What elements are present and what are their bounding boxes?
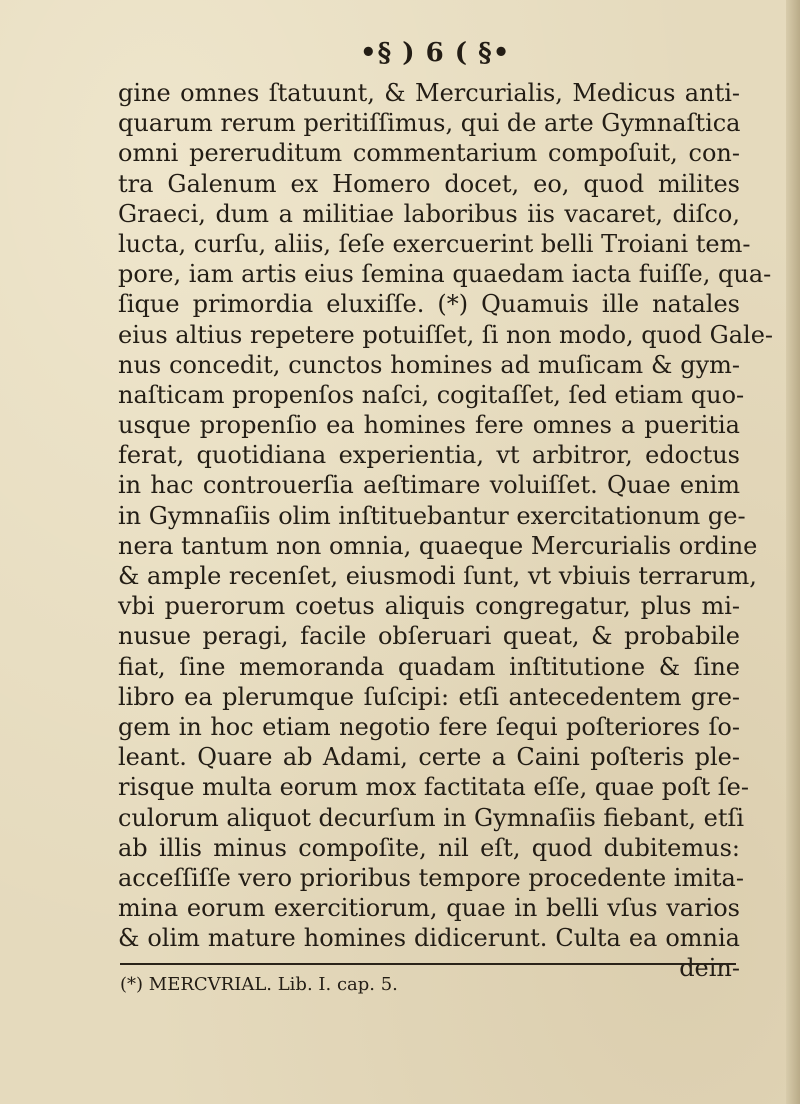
text-line: libro ea plerumque ſuſcipi: etſi antecedentem gre- <box>118 682 740 711</box>
text-line: ſique primordia eluxiſſe. (*) Quamuis ille natales <box>118 290 740 319</box>
text-line: nus concedit, cunctos homines ad muſicam & gym- <box>118 350 740 379</box>
text-line: culorum aliquot decurſum in Gymnaſiis fiebant, etſi <box>118 803 745 832</box>
text-line: fiat, ſine memoranda quadam inſtitutione & ſine <box>118 652 740 681</box>
text-line: quarum rerum peritiſſimus, qui de arte Gymnaſtica <box>118 109 741 138</box>
text-line: mina eorum exercitiorum, quae in belli vſus varios <box>118 894 740 923</box>
footnote: (*) MERCVRIAL. Lib. I. cap. 5. <box>120 974 398 995</box>
text-line: ab illis minus compoſite, nil eſt, quod dubitemus: <box>118 833 740 862</box>
running-head: •§ ) 6 ( §• <box>360 38 511 68</box>
page-edge <box>786 0 800 1104</box>
text-line: leant. Quare ab Adami, certe a Caini poſteris ple- <box>118 743 740 772</box>
catchword: dein- <box>679 954 740 983</box>
text-line: nusue peragi, facile obſeruari queat, & probabile <box>118 622 740 651</box>
text-line: ferat, quotidiana experientia, vt arbitror, edoctus <box>118 441 740 470</box>
text-line: gine omnes ſtatuunt, & Mercurialis, Medicus anti- <box>118 79 740 107</box>
text-line: nera tantum non omnia, quaeque Mercurialis ordine <box>118 531 758 560</box>
text-line: & ample recenſet, eiusmodi ſunt, vt vbiuis terrarum, <box>118 562 757 590</box>
text-line: pore, iam artis eius ſemina quaedam iacta fuiſſe, qua- <box>118 260 772 289</box>
body-text <box>118 78 774 984</box>
text-line: gem in hoc etiam negotio fere ſequi poſteriores ſo- <box>118 712 740 741</box>
text-line: tra Galenum ex Homero docet, eo, quod milites <box>118 169 740 198</box>
text-line: lucta, curſu, aliis, ſeſe exercuerint belli Troiani tem- <box>118 229 751 258</box>
text-line: risque multa eorum mox factitata eſſe, quae poſt ſe- <box>118 773 749 802</box>
text-line: in Gymnaſiis olim inſtituebantur exercitationum ge- <box>118 501 746 530</box>
text-line: naſticam propenſos naſci, cogitaſſet, ſed etiam quo- <box>118 380 745 409</box>
text-line: eius altius repetere potuiſſet, ſi non modo, quod Gale- <box>118 320 774 349</box>
text-line: usque propenſio ea homines fere omnes a pueritia <box>118 411 740 440</box>
text-line: vbi puerorum coetus aliquis congregatur, plus mi- <box>118 592 740 621</box>
text-line: Graeci, dum a militiae laboribus iis vacaret, diſco, <box>118 199 740 228</box>
text-line: acceſſiſſe vero prioribus tempore procedente imita- <box>118 863 744 892</box>
text-line: omni pereruditum commentarium compoſuit, con- <box>118 139 740 168</box>
text-line: in hac controuerſia aeſtimare voluiſſet. Quae enim <box>118 471 740 500</box>
text-line: & olim mature homines didicerunt. Culta ea omnia <box>118 924 740 953</box>
footnote-rule <box>120 963 736 965</box>
